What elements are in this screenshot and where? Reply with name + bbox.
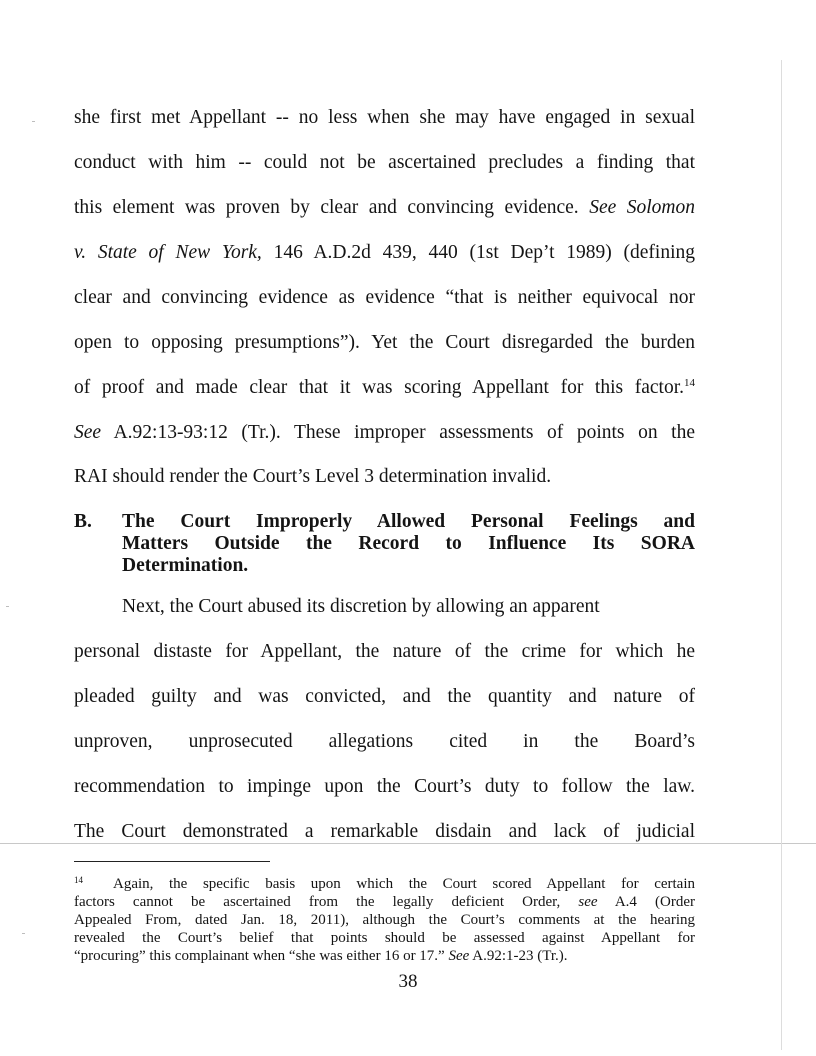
footnote-separator — [74, 861, 270, 862]
section-b-line-3: pleaded guilty and was convicted, and the quantity and nature of — [74, 686, 695, 707]
text-run: A.92:13-93:12 (Tr.). These improper assessments of points on the — [113, 422, 695, 443]
footnote-line-3: Appealed From, dated Jan. 18, 2011), although the Court’s comments at the hearing — [74, 912, 695, 928]
scan-artifact-edge — [781, 60, 782, 1050]
body-line-4 — [74, 241, 695, 265]
text-run: 146 A.D.2d 439, 440 (1st Dep’t 1989) (defining — [273, 242, 695, 263]
citation-signal: See — [448, 948, 470, 964]
footnote-line-4: revealed the Court’s belief that points should be assessed against Appellant for — [74, 930, 695, 946]
scan-artifact-line — [0, 843, 816, 844]
body-line-6: open to opposing presumptions”). Yet the Court disregarded the burden — [74, 332, 695, 353]
text-run: this element was proven by clear and convincing evidence. — [74, 197, 579, 218]
section-b-line-4: unproven, unprosecuted allegations cited in the Board’s — [74, 731, 695, 752]
citation-signal: See — [74, 422, 102, 443]
scan-artifact-mark — [32, 121, 35, 122]
page-number: 38 — [398, 971, 418, 992]
scan-artifact-mark — [22, 933, 25, 934]
section-b-line-1: Next, the Court abused its discretion by allowing an apparent — [122, 596, 600, 617]
section-b-line-2: personal distaste for Appellant, the nature of the crime for which he — [74, 641, 695, 662]
footnote-line-2 — [74, 893, 695, 911]
footnote-line-1 — [74, 875, 695, 893]
case-citation: v. State of New York, — [74, 242, 262, 263]
section-heading-line-1: The Court Improperly Allowed Personal Feelings and — [122, 511, 695, 532]
body-line-1: she first met Appellant -- no less when she may have engaged in sexual — [74, 107, 695, 128]
text-run: Again, the specific basis upon which the Court scored Appellant for certain — [113, 876, 695, 892]
scan-artifact-mark — [6, 606, 9, 607]
case-citation: See Solomon — [589, 197, 695, 218]
section-heading-line-3: Determination. — [122, 555, 249, 576]
section-heading-line-2: Matters Outside the Record to Influence Its SORA — [122, 533, 695, 554]
body-line-2: conduct with him -- could not be ascertained precludes a finding that — [74, 152, 695, 173]
body-line-5: clear and convincing evidence as evidence “that is neither equivocal nor — [74, 287, 695, 308]
text-run: factors cannot be ascertained from the legally deficient Order, — [74, 894, 561, 910]
body-line-8 — [74, 421, 695, 445]
text-run: A.92:1-23 (Tr.). — [472, 948, 568, 964]
section-b-line-6: The Court demonstrated a remarkable disdain and lack of judicial — [74, 821, 695, 842]
body-line-3 — [74, 196, 695, 220]
section-letter: B. — [74, 511, 92, 532]
footnote-marker: 14 — [74, 875, 83, 885]
citation-signal: see — [578, 894, 598, 910]
text-run: of proof and made clear that it was scoring Appellant for this factor. — [74, 377, 684, 398]
body-line-7 — [74, 376, 695, 400]
footnote-reference: 14 — [684, 377, 695, 389]
text-run: “procuring” this complainant when “she was either 16 or 17.” — [74, 948, 445, 964]
footnote-line-5 — [74, 947, 695, 965]
section-b-line-5: recommendation to impinge upon the Court’s duty to follow the law. — [74, 776, 695, 797]
body-line-9: RAI should render the Court’s Level 3 determination invalid. — [74, 466, 552, 487]
text-run: A.4 (Order — [614, 894, 696, 910]
